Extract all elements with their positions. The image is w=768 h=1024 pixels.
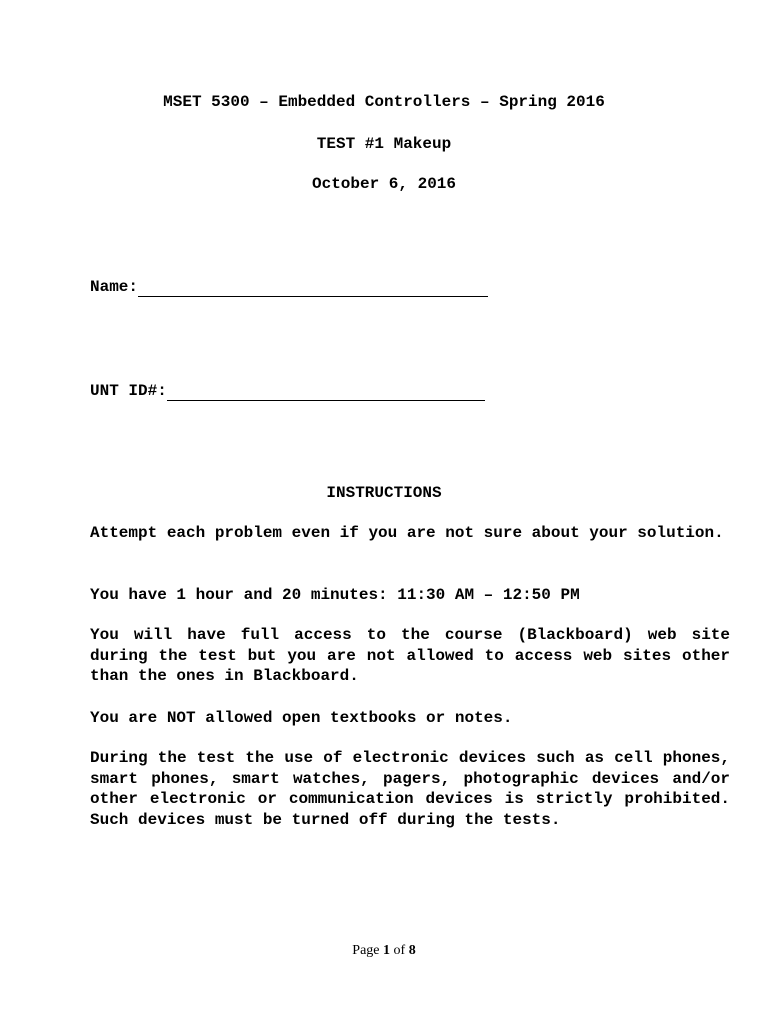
page-footer [0,943,768,959]
name-label: Name: [90,278,139,296]
name-field [90,277,488,297]
instruction-item: You are NOT allowed open textbooks or notes. [90,709,513,727]
unt-id-field [90,381,485,401]
instruction-item: You will have full access to the course (Blackboard) web site during the test but you are not allowed to access web sites other than the ones in Blackboard. [90,626,740,685]
page-total: 8 [408,943,416,958]
page-number: 1 [383,943,391,958]
instruction-item: Attempt each problem even if you are not sure about your solution. [90,524,724,542]
page-of: of [390,943,409,958]
name-blank-line [138,278,488,297]
instruction-item: You have 1 hour and 20 minutes: 11:30 AM – 12:50 PM [90,586,580,604]
test-title: TEST #1 Makeup [316,135,452,153]
course-title: MSET 5300 – Embedded Controllers – Spring 2016 [163,93,605,111]
unt-id-label: UNT ID#: [90,382,167,400]
instruction-item: During the test the use of electronic devices such as cell phones, smart phones, smart watches, pagers, photographic devices and/or other electronic or communication devices is strictly prohibited. Such devices must be turned off during the tests. [90,749,740,829]
unt-id-blank-line [167,382,485,401]
test-date: October 6, 2016 [311,175,457,193]
instructions-heading: INSTRUCTIONS [326,484,442,502]
page-prefix: Page [352,943,384,958]
